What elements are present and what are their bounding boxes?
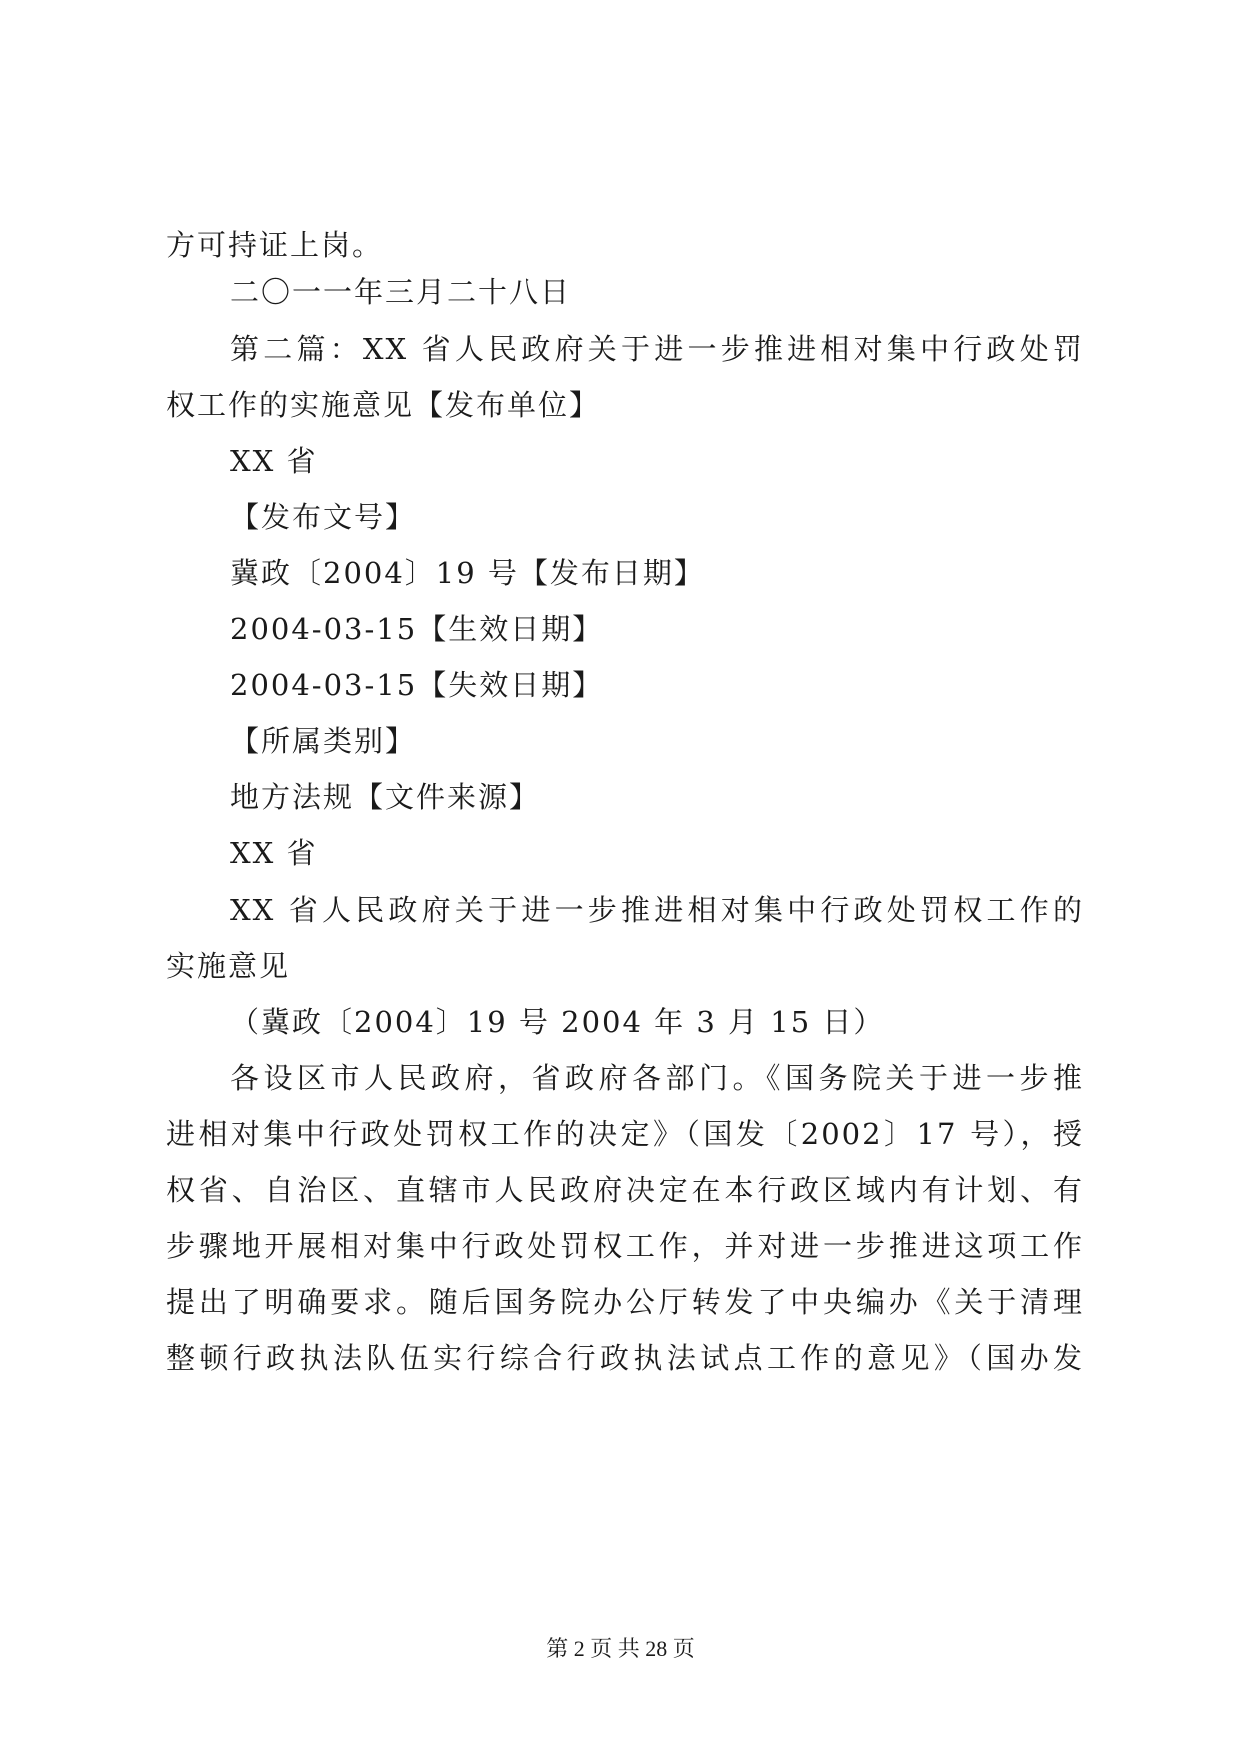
page-number-footer: 第 2 页 共 28 页: [546, 1636, 695, 1661]
text-line: 方可持证上岗。: [166, 228, 384, 262]
text-line: 2004-03-15【失效日期】: [230, 668, 604, 702]
text-line: 地方法规【文件来源】: [230, 780, 541, 814]
text-line: （冀政〔2004〕19 号 2004 年 3 月 15 日）: [230, 1005, 885, 1039]
text-line: 第二篇：XX 省人民政府关于进一步推进相对集中行政处罚: [230, 332, 1084, 366]
text-line: 步骤地开展相对集中行政处罚权工作，并对进一步推进这项工作: [166, 1229, 1084, 1263]
text-line: 冀政〔2004〕19 号【发布日期】: [230, 556, 705, 590]
text-line: 二〇一一年三月二十八日: [230, 275, 572, 309]
text-line: 提出了明确要求。随后国务院办公厅转发了中央编办《关于清理: [166, 1285, 1084, 1319]
text-line: 各设区市人民政府，省政府各部门。《国务院关于进一步推: [230, 1061, 1084, 1095]
text-line: XX 省人民政府关于进一步推进相对集中行政处罚权工作的: [230, 893, 1084, 927]
text-line: 2004-03-15【生效日期】: [230, 612, 604, 646]
text-line: 实施意见: [166, 949, 291, 983]
text-line: 整顿行政执法队伍实行综合行政执法试点工作的意见》（国办发: [166, 1341, 1084, 1375]
text-line: 进相对集中行政处罚权工作的决定》（国发〔2002〕17 号），授: [166, 1117, 1084, 1151]
text-line: 权省、自治区、直辖市人民政府决定在本行政区域内有计划、有: [166, 1173, 1084, 1207]
text-line: 【发布文号】: [230, 500, 417, 534]
text-line: XX 省: [230, 444, 318, 478]
text-line: XX 省: [230, 836, 318, 870]
text-line: 权工作的实施意见【发布单位】: [166, 388, 601, 422]
text-line: 【所属类别】: [230, 724, 417, 758]
